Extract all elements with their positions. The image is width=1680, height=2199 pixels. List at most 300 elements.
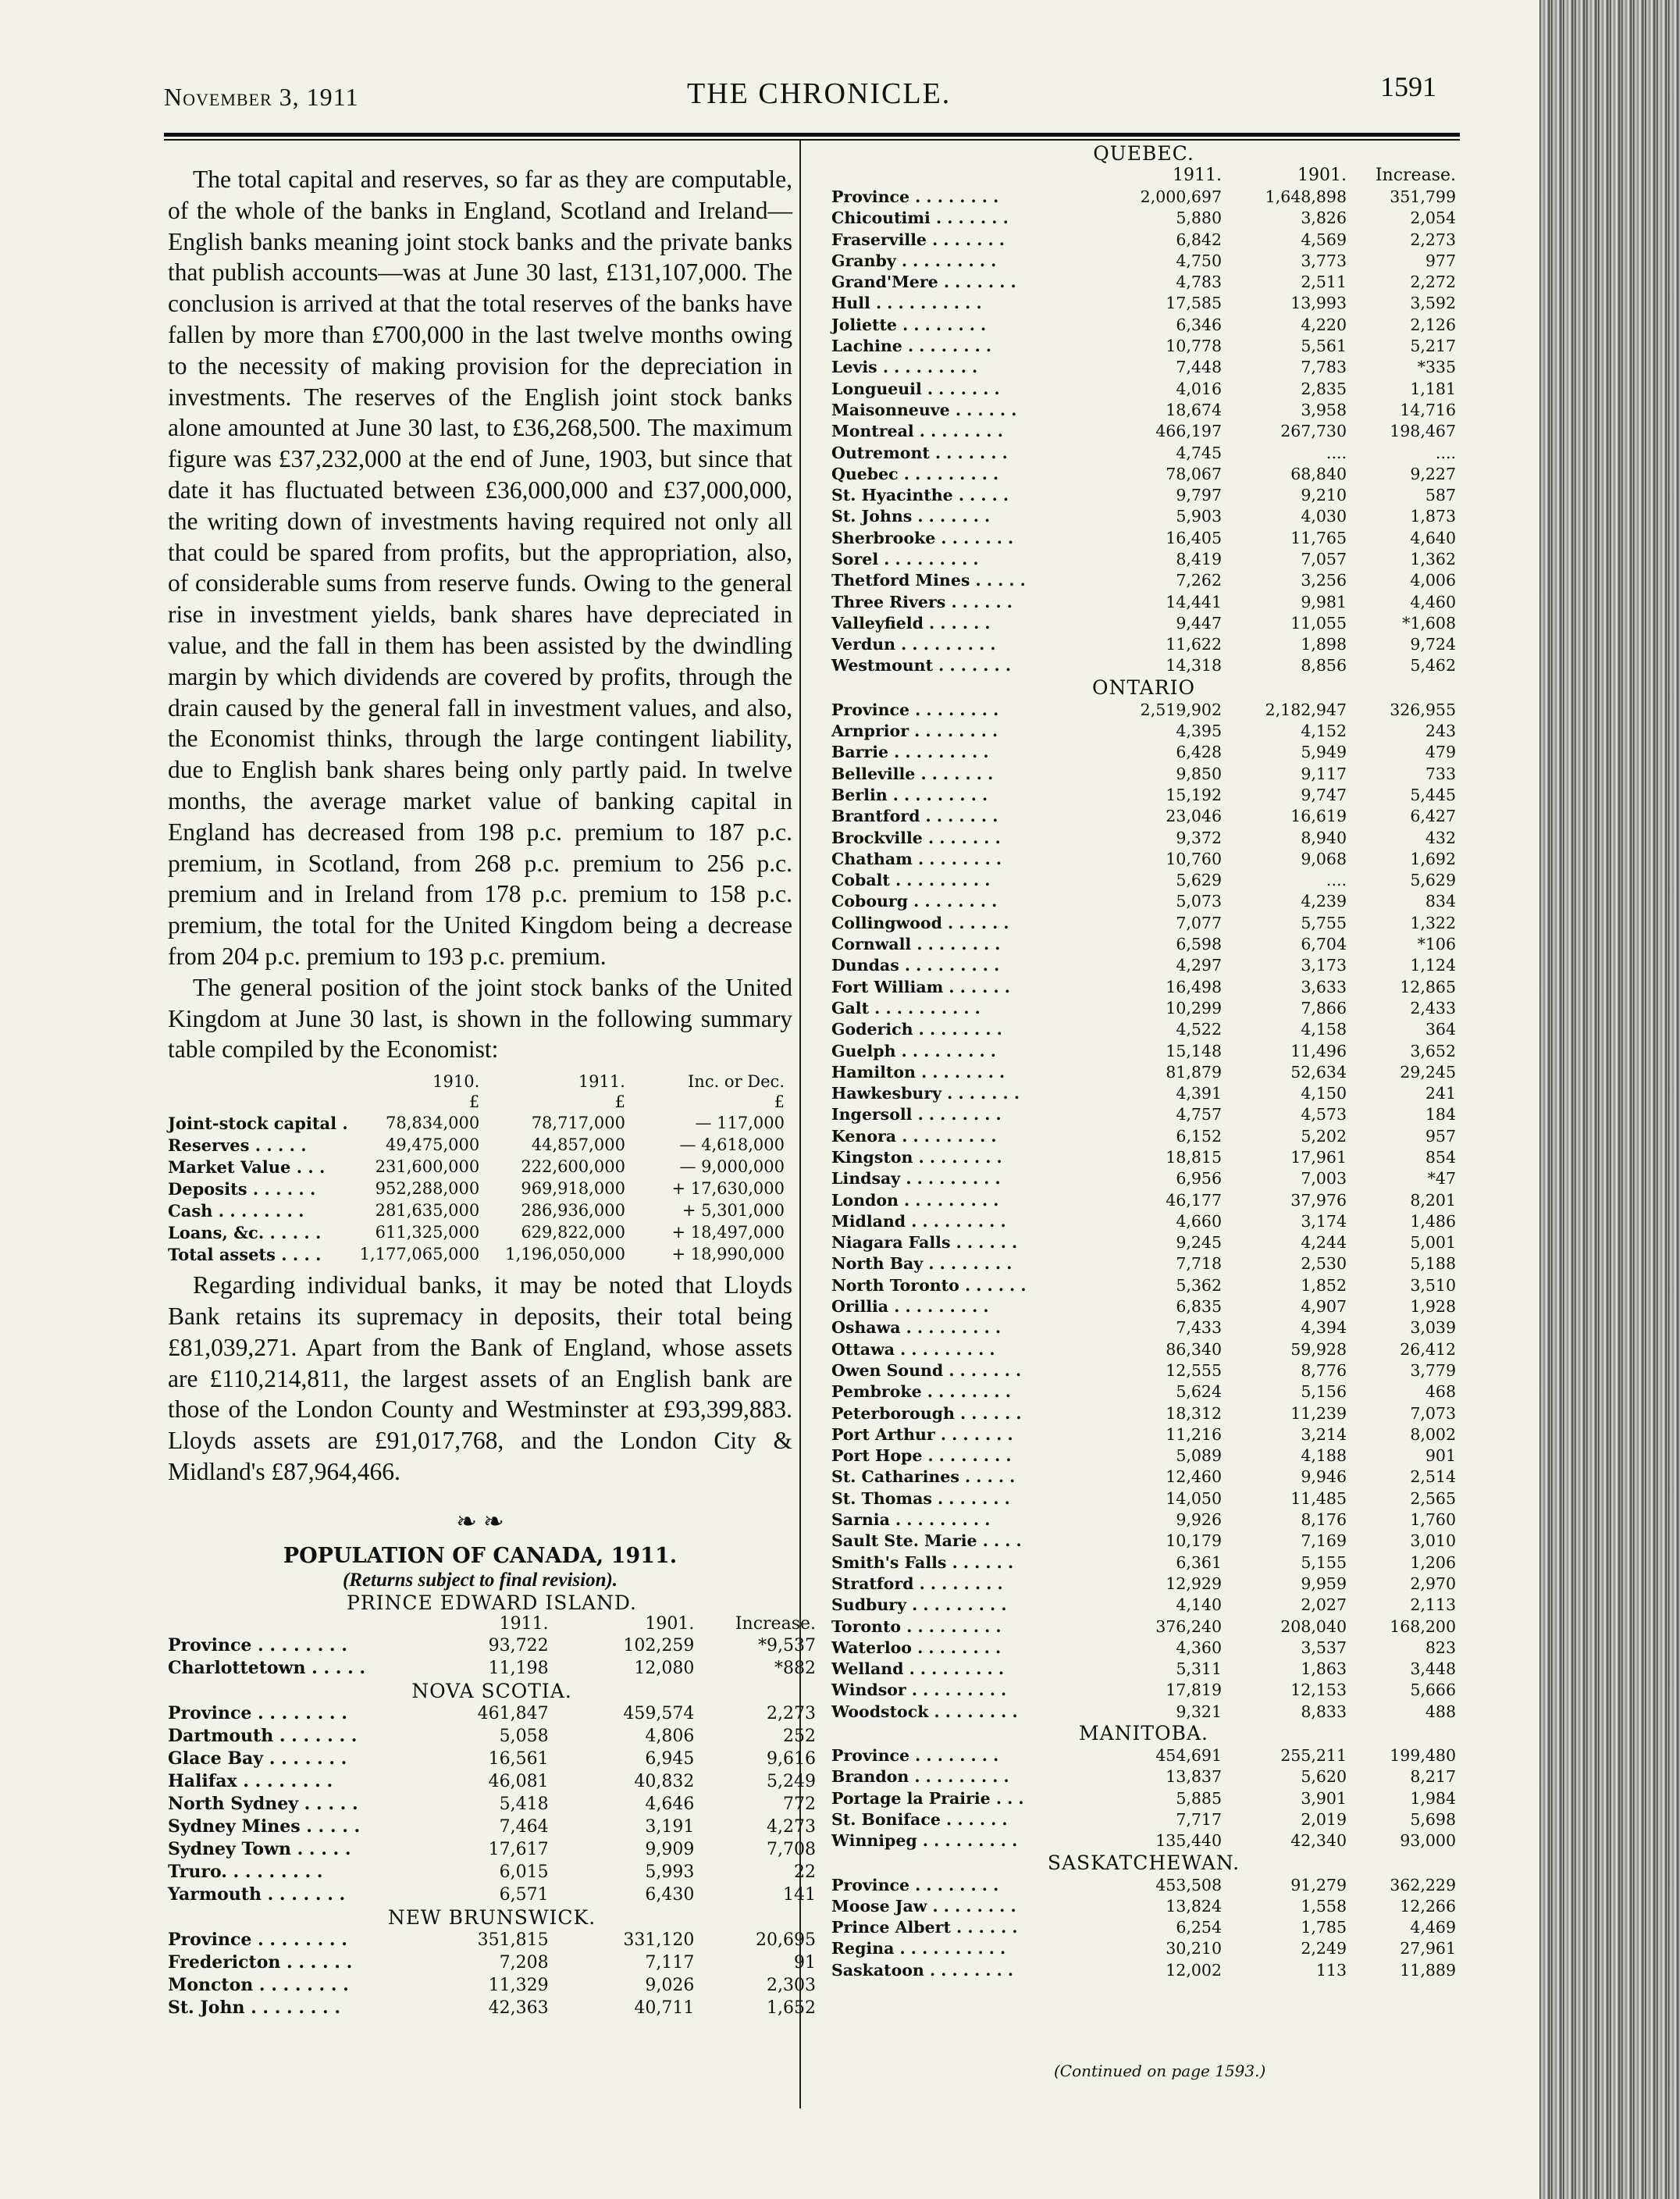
place-name: Stratford . . . . . . . . [831,1574,1003,1593]
publication-title: THE CHRONICLE. [687,77,952,110]
population-1901: 3,633 [1301,977,1347,996]
population-1911: 4,297 [1176,956,1222,975]
population-row [831,1787,1456,1809]
population-1911: 93,722 [488,1635,549,1655]
population-1911: 4,750 [1176,251,1222,270]
place-name: Province . . . . . . . . [831,187,999,206]
population-1901: 5,620 [1301,1767,1347,1787]
population-increase: 2,054 [1410,208,1456,228]
population-1901: 3,826 [1301,208,1347,228]
population-increase: 2,126 [1410,315,1456,334]
population-1901: 4,152 [1301,722,1347,741]
place-name: Barrie . . . . . . . . . [831,743,989,762]
place-name: Niagara Falls . . . . . . [831,1233,1018,1253]
place-name: St. Johns . . . . . . . [831,507,991,526]
population-1911: 8,419 [1176,549,1222,568]
population-increase: 8,217 [1410,1767,1456,1787]
column-header: 1911. [499,1614,549,1634]
population-increase: 2,273 [1410,230,1456,249]
population-row [831,1082,1456,1103]
population-1901: 4,030 [1301,507,1347,526]
place-name: Chatham . . . . . . . . [831,849,1002,868]
population-1901: 4,394 [1301,1318,1347,1338]
population-increase: 1,873 [1410,507,1456,526]
place-name: Verdun . . . . . . . . . [831,635,996,654]
population-1911: 4,522 [1176,1020,1222,1039]
population-row [831,591,1456,612]
population-1911: 18,815 [1166,1148,1222,1167]
population-1911: 466,197 [1155,422,1222,441]
place-name: Moncton . . . . . . . . [168,1975,349,1996]
population-row [168,1951,816,1974]
place-name: St. Boniface . . . . . . [831,1809,1008,1829]
population-1901: .... [1326,443,1347,462]
population-1911: 6,835 [1176,1297,1222,1317]
population-row [168,1725,816,1748]
population-1901: 7,169 [1301,1531,1347,1551]
place-name: Yarmouth . . . . . . . [168,1884,346,1905]
place-name: Longueuil . . . . . . . [831,379,1000,398]
population-row [831,1830,1456,1852]
population-row [831,1338,1456,1360]
place-name: St. John . . . . . . . . [168,1998,340,2019]
population-1911: 5,058 [499,1726,549,1746]
article-paragraph-3: Regarding individual banks, it may be noted that Lloyds Bank retains its supremacy in deposits, their total being £81,039,271. Apart from the Bank of England, whose assets are £110,214,811, the largest assets of an English bank are those of the London County and Westminster at £93,399,883. Lloyds assets are £91,017,768, and the London City & Midland's £87,964,466. [168,1271,792,1485]
population-row [831,1766,1456,1787]
population-1911: 7,077 [1176,913,1222,932]
population-1901: 9,909 [645,1839,695,1859]
population-row [831,1531,1456,1552]
province-heading-row [168,1591,816,1614]
population-1901: 9,981 [1301,592,1347,611]
population-increase: 1,206 [1410,1552,1456,1572]
population-1911: 18,312 [1166,1403,1222,1423]
population-row [831,1360,1456,1381]
population-row [831,208,1456,229]
place-name: Glace Bay . . . . . . . [168,1748,347,1770]
population-1901: 4,646 [645,1794,695,1814]
population-increase: 1,362 [1410,549,1456,568]
place-name: Chicoutimi . . . . . . . [831,208,1009,228]
summary-value-1911: 78,717,000 [531,1114,625,1133]
population-increase: *1,608 [1402,613,1456,633]
population-1901: 11,765 [1290,528,1347,547]
population-row [831,1146,1456,1167]
population-1901: 5,949 [1301,743,1347,762]
population-increase: 2,565 [1410,1488,1456,1508]
population-1911: 9,372 [1176,828,1222,847]
population-row [168,1929,816,1951]
population-1901: 4,806 [645,1726,695,1746]
column-header: 1901. [1297,166,1347,186]
population-1901: 3,773 [1301,251,1347,270]
population-1911: 7,718 [1176,1254,1222,1274]
population-row [831,827,1456,848]
header-rule [164,133,1460,137]
province-heading: ONTARIO [1092,676,1195,700]
population-1901: 5,155 [1301,1552,1347,1572]
population-1911: 46,081 [488,1771,549,1791]
population-increase: 5,249 [767,1771,816,1791]
population-increase: 2,970 [1410,1574,1456,1593]
summary-value-1910: 281,635,000 [375,1201,480,1221]
population-row [831,806,1456,827]
place-name: Province . . . . . . . . [831,1746,999,1766]
summary-change: + 18,990,000 [671,1245,785,1264]
population-row [168,1793,816,1816]
population-row [831,1232,1456,1253]
population-1901: 9,747 [1301,785,1347,804]
population-1901: 4,573 [1301,1105,1347,1124]
population-row [168,1634,816,1657]
population-1911: 376,240 [1155,1616,1222,1636]
population-increase: 823 [1425,1638,1456,1657]
population-row [831,293,1456,314]
population-increase: 5,445 [1410,785,1456,804]
population-increase: 5,188 [1410,1254,1456,1274]
continued-note: (Continued on page 1593.) [1054,2062,1266,2080]
place-name: Outremont . . . . . . . [831,443,1008,462]
population-1911: 5,073 [1176,892,1222,911]
population-1911: 16,405 [1166,528,1222,547]
column-header: 1901. [645,1614,695,1634]
population-1911: 10,299 [1166,998,1222,1018]
population-row [831,1488,1456,1509]
summary-value-1910: 611,325,000 [375,1223,480,1242]
population-row [831,1125,1456,1146]
column-header-row [168,1614,816,1634]
population-increase: 1,124 [1410,956,1456,975]
population-increase: 20,695 [756,1930,816,1950]
place-name: Prince Albert . . . . . . [831,1918,1018,1937]
population-increase: 91 [794,1952,816,1973]
population-1911: 4,745 [1176,443,1222,462]
population-1911: 42,363 [488,1998,549,2018]
place-name: Galt . . . . . . . . . . [831,998,981,1018]
population-increase: 468 [1425,1382,1456,1402]
summary-value-1911: 1,196,050,000 [505,1245,625,1264]
population-1901: 7,003 [1301,1169,1347,1189]
population-increase: 4,640 [1410,528,1456,547]
population-increase: 2,514 [1410,1467,1456,1487]
population-increase: 5,217 [1410,337,1456,356]
place-name: Collingwood . . . . . . [831,913,1009,932]
population-increase: 168,200 [1390,1616,1456,1636]
population-1911: 4,395 [1176,722,1222,741]
population-increase: 3,010 [1410,1531,1456,1551]
population-row [831,271,1456,292]
population-row [831,848,1456,869]
population-1911: 12,002 [1166,1960,1222,1980]
population-table-right [831,142,1456,1980]
population-increase: 11,889 [1400,1960,1456,1980]
place-name: Goderich . . . . . . . . [831,1020,1002,1039]
population-1911: 4,757 [1176,1105,1222,1124]
place-name: Province . . . . . . . . [831,700,999,719]
population-1901: 2,019 [1301,1809,1347,1829]
population-1901: 12,153 [1290,1680,1347,1700]
population-row [831,1874,1456,1895]
population-increase: 854 [1425,1148,1456,1167]
population-increase: 488 [1425,1702,1456,1721]
population-1911: 15,192 [1166,785,1222,804]
population-1901: 5,156 [1301,1382,1347,1402]
place-name: Dundas . . . . . . . . . [831,956,1000,975]
place-name: Berlin . . . . . . . . . [831,785,988,804]
population-1901: 2,182,947 [1265,700,1347,719]
page-number: 1591 [1380,71,1436,102]
population-1911: 135,440 [1155,1831,1222,1851]
summary-label: Joint-stock capital . [168,1113,348,1133]
population-row [168,1748,816,1770]
province-heading-row [831,1722,1456,1745]
place-name: Cornwall . . . . . . . . [831,935,1001,954]
summary-change: — 117,000 [695,1114,785,1133]
population-row [168,1770,816,1793]
population-1901: 1,852 [1301,1275,1347,1295]
place-name: Peterborough . . . . . . [831,1403,1022,1423]
place-name: Winnipeg . . . . . . . . . [831,1831,1018,1851]
place-name: Kenora . . . . . . . . . [831,1126,997,1146]
population-increase: 14,716 [1400,400,1456,419]
population-1911: 14,441 [1166,592,1222,611]
place-name: Windsor . . . . . . . . . [831,1680,1007,1700]
population-1911: 13,837 [1166,1767,1222,1787]
population-increase: 9,616 [767,1748,816,1769]
place-name: Province . . . . . . . . [831,1875,999,1894]
population-row [831,976,1456,997]
place-name: Smith's Falls . . . . . . [831,1552,1014,1572]
population-row [831,655,1456,676]
place-name: St. Thomas . . . . . . . [831,1488,1010,1508]
population-row [168,1997,816,2019]
place-name: Sault Ste. Marie . . . . [831,1531,1022,1551]
place-name: Sarnia . . . . . . . . . [831,1510,991,1530]
population-1911: 2,000,697 [1140,187,1222,206]
population-row [831,1189,1456,1210]
place-name: Sydney Mines . . . . . [168,1816,361,1837]
population-row [831,1552,1456,1573]
population-1901: 331,120 [623,1930,695,1950]
population-1911: 12,460 [1166,1467,1222,1487]
population-1911: 17,617 [488,1839,549,1859]
population-1901: 3,958 [1301,400,1347,419]
summary-label: Cash . . . . . . . . [168,1200,304,1221]
population-1901: 68,840 [1290,464,1347,483]
population-1911: 15,148 [1166,1041,1222,1060]
population-1901: 8,176 [1301,1510,1347,1530]
page-header [164,71,1436,122]
summary-unit: £ [614,1092,625,1112]
population-increase: 1,984 [1410,1788,1456,1808]
population-increase: 3,592 [1410,294,1456,313]
summary-value-1911: 222,600,000 [521,1157,625,1177]
place-name: Woodstock . . . . . . . . [831,1702,1018,1721]
population-increase: 198,467 [1390,422,1456,441]
place-name: Quebec . . . . . . . . . [831,464,999,483]
place-name: Truro. . . . . . . . . [168,1862,323,1883]
summary-change: — 4,618,000 [679,1135,785,1155]
population-row [831,1745,1456,1766]
issue-date: November 3, 1911 [164,83,359,111]
population-1911: 6,571 [499,1884,549,1905]
population-1901: 16,619 [1290,807,1347,826]
population-1911: 11,216 [1166,1424,1222,1444]
population-row [831,1019,1456,1040]
summary-col-header: Inc. or Dec. [688,1072,785,1092]
province-heading-row [168,1680,816,1702]
place-name: Regina . . . . . . . . . . [831,1939,1006,1958]
summary-value-1911: 629,822,000 [521,1223,625,1242]
place-name: St. Hyacinthe . . . . . [831,486,1009,505]
population-increase: 6,427 [1410,807,1456,826]
population-increase: 7,073 [1410,1403,1456,1423]
population-1901: 2,249 [1301,1939,1347,1958]
population-increase: 7,708 [767,1839,816,1859]
population-increase: 4,469 [1410,1918,1456,1937]
article-paragraph-1: The total capital and reserves, so far as they are computable, of the whole of the banks in England, Scotland and Ireland—English banks meaning joint stock banks and the private banks that publish accounts—was at June 30 last, £131,107,000. The conclusion is arrived at that the total reserves of the banks have fallen by more than £700,000 in the last twelve months owing to the necessity of making provision for the depreciation in investments. The reserves of the English joint stock banks alone amounted at June 30 last, to £36,268,500. The maximum figure was £37,232,000 at the end of June, 1903, but since that date it has fluctuated between £36,000,000 and £37,000,000, the writing down of investments having required not only all that could be spared from profits, but the appropriation, also, of considerable sums from reserve funds. Owing to the general rise in investment yields, bank shares have depreciated in value, and the fall in them has been assisted by the dwindling margin by which dividends are covered by profits, through the drain caused by the general fall in investment values, and also, the Economist thinks, through the large contingent liability, due to English bank shares being only partly paid. In twelve months, the average market value of banking capital in England has decreased from 198 p.c. premium to 187 p.c. premium, in Scotland, from 268 p.c. premium to 256 p.c. premium and in Ireland from 178 p.c. premium to 158 p.c. premium, the total for the United Kingdom being a decrease from 204 p.c. premium to 193 p.c. premium. [168,166,792,970]
place-name: Hull . . . . . . . . . . [831,294,982,313]
population-row [831,720,1456,741]
population-1901: 3,173 [1301,956,1347,975]
population-1911: 46,177 [1166,1190,1222,1210]
population-row [831,1895,1456,1916]
population-1901: 1,648,898 [1265,187,1347,206]
place-name: Joliette . . . . . . . . [831,315,987,334]
population-row [831,548,1456,569]
population-increase: 9,227 [1410,464,1456,483]
population-increase: 5,698 [1410,1809,1456,1829]
population-increase: 733 [1425,764,1456,783]
population-row [831,1381,1456,1402]
population-1901: 6,945 [645,1748,695,1769]
population-1901: 255,211 [1280,1746,1347,1766]
population-1911: 12,929 [1166,1574,1222,1593]
population-1901: 40,832 [634,1771,695,1791]
population-1911: 11,622 [1166,635,1222,654]
place-name: Thetford Mines . . . . . [831,571,1026,590]
population-increase: 5,666 [1410,1680,1456,1700]
population-increase: 12,865 [1400,977,1456,996]
population-row [831,1274,1456,1296]
place-name: Sherbrooke . . . . . . . [831,528,1014,547]
place-name: Levis . . . . . . . . . [831,358,978,377]
population-increase: 3,039 [1410,1318,1456,1338]
summary-change: + 17,630,000 [671,1179,785,1199]
population-increase: 22 [794,1862,816,1882]
population-increase: 1,652 [767,1998,816,2018]
population-1901: 91,279 [1290,1875,1347,1894]
population-1911: 11,329 [488,1975,549,1995]
province-heading: QUEBEC. [1093,142,1194,165]
population-1911: 23,046 [1166,807,1222,826]
population-increase: 3,652 [1410,1041,1456,1060]
population-row [831,570,1456,591]
population-increase: 432 [1425,828,1456,847]
population-1911: 6,254 [1176,1918,1222,1937]
place-name: Guelph . . . . . . . . . [831,1041,996,1060]
population-increase: 834 [1425,892,1456,911]
population-row [831,1573,1456,1594]
place-name: Halifax . . . . . . . . [168,1771,333,1792]
population-increase: 1,760 [1410,1510,1456,1530]
place-name: Province . . . . . . . . [168,1930,347,1951]
place-name: Toronto . . . . . . . . . [831,1616,1002,1636]
column-header-blank [168,1614,403,1634]
population-increase: 241 [1425,1084,1456,1103]
population-1901: 37,976 [1290,1190,1347,1210]
population-increase: 199,480 [1390,1746,1456,1766]
population-row [831,1701,1456,1722]
population-row [831,1916,1456,1937]
population-1911: 7,208 [499,1952,549,1973]
place-name: Ingersoll . . . . . . . . [831,1105,1002,1124]
place-name: Three Rivers . . . . . . [831,592,1013,611]
population-row [831,955,1456,976]
population-row [831,1616,1456,1637]
population-increase: 4,006 [1410,571,1456,590]
population-1901: 6,704 [1301,935,1347,954]
population-1901: 3,174 [1301,1211,1347,1231]
summary-label: Market Value . . . [168,1157,326,1177]
population-increase: *335 [1417,358,1456,377]
population-1911: 4,140 [1176,1595,1222,1615]
population-row [831,1637,1456,1658]
place-name: North Bay . . . . . . . . [831,1254,1013,1274]
population-row [831,1424,1456,1445]
population-1911: 7,717 [1176,1809,1222,1829]
place-name: Brandon . . . . . . . . . [831,1767,1009,1787]
population-row [831,634,1456,655]
summary-value-1911: 44,857,000 [531,1135,625,1155]
population-increase: 12,266 [1400,1896,1456,1916]
population-row [168,1816,816,1838]
population-increase: 1,181 [1410,379,1456,398]
population-1901: 42,340 [1290,1831,1347,1851]
summary-value-1910: 1,177,065,000 [359,1245,480,1264]
population-1911: 9,245 [1176,1233,1222,1253]
summary-value-1910: 78,834,000 [386,1114,480,1133]
population-1911: 4,360 [1176,1638,1222,1657]
population-row [831,1210,1456,1231]
place-name: Fort William . . . . . . [831,977,1010,996]
place-name: North Toronto . . . . . . [831,1275,1027,1295]
population-subtitle: (Returns subject to final revision). [342,1569,618,1591]
population-1901: 3,537 [1301,1638,1347,1657]
population-1911: 6,598 [1176,935,1222,954]
population-1901: 4,158 [1301,1020,1347,1039]
population-1911: 5,089 [1176,1446,1222,1466]
province-heading: NOVA SCOTIA. [411,1679,572,1702]
population-1901: 2,835 [1301,379,1347,398]
population-increase: 957 [1425,1126,1456,1146]
population-row [831,250,1456,271]
population-increase: 5,001 [1410,1233,1456,1253]
population-title: POPULATION OF CANADA, 1911. [283,1543,678,1568]
population-row [831,1595,1456,1616]
population-row [831,784,1456,805]
summary-col-header: 1911. [578,1072,625,1092]
population-1911: 5,885 [1176,1788,1222,1808]
population-row [831,997,1456,1018]
population-increase: 3,779 [1410,1360,1456,1380]
population-1901: 4,907 [1301,1297,1347,1317]
population-increase: 587 [1425,486,1456,505]
population-1911: 6,956 [1176,1169,1222,1189]
population-1911: 4,660 [1176,1211,1222,1231]
population-row [831,1509,1456,1530]
population-increase: 9,724 [1410,635,1456,654]
